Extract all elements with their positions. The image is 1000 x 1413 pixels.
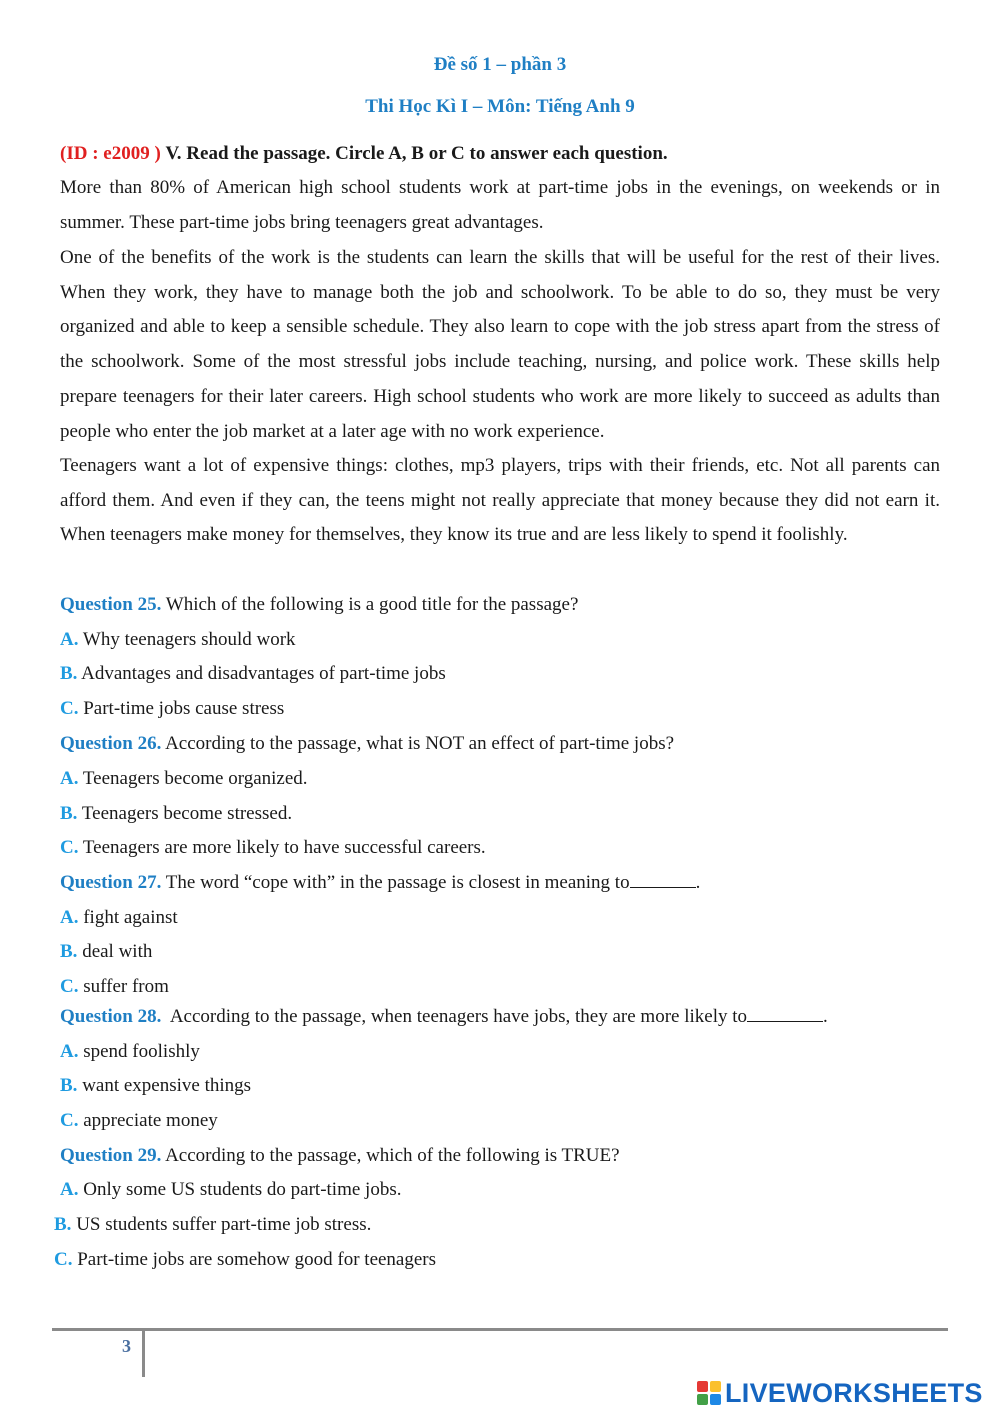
option-text: fight against: [83, 907, 178, 928]
option-letter: A.: [60, 1179, 79, 1200]
question-label: Question 27.: [60, 872, 162, 893]
option-text: Teenagers are more likely to have successful careers.: [82, 837, 486, 858]
question-text: According to the passage, what is NOT an effect of part-time jobs?: [165, 733, 675, 754]
option-29-a[interactable]: [60, 1173, 940, 1208]
option-text: Advantages and disadvantages of part-time jobs: [81, 663, 446, 684]
section-heading: [60, 137, 940, 172]
answer-blank[interactable]: [747, 1005, 823, 1022]
question-25: [60, 588, 940, 623]
question-suffix: .: [695, 872, 701, 893]
question-text: Which of the following is a good title for the passage?: [165, 594, 579, 615]
option-letter: A.: [60, 907, 79, 928]
question-text: According to the passage, when teenagers have jobs, they are more likely to: [169, 1006, 748, 1027]
footer-divider: [52, 1328, 948, 1331]
option-letter: A.: [60, 768, 79, 789]
option-text: Teenagers become stressed.: [81, 803, 293, 824]
option-28-c[interactable]: [60, 1104, 940, 1139]
page-subtitle: Thi Học Kì I – Môn: Tiếng Anh 9: [365, 96, 635, 117]
option-text: Why teenagers should work: [82, 629, 296, 650]
option-27-b[interactable]: [60, 935, 940, 970]
option-letter: C.: [60, 698, 79, 719]
liveworksheets-logo-icon: [697, 1381, 721, 1405]
option-text: want expensive things: [82, 1075, 252, 1096]
option-letter: C.: [60, 976, 79, 997]
page-title: Đề số 1 – phần 3: [433, 54, 567, 75]
question-label: Question 29.: [60, 1145, 162, 1166]
option-letter: C.: [60, 1110, 79, 1131]
option-text: US students suffer part-time job stress.: [76, 1214, 372, 1235]
question-27: [60, 866, 940, 901]
option-26-b[interactable]: [60, 797, 940, 832]
liveworksheets-brand[interactable]: [697, 1378, 983, 1408]
option-letter: A.: [60, 1041, 79, 1062]
option-29-c[interactable]: [54, 1243, 934, 1278]
option-text: suffer from: [83, 976, 169, 997]
option-28-b[interactable]: [60, 1069, 940, 1104]
question-28: [60, 1000, 940, 1035]
option-text: appreciate money: [83, 1110, 218, 1131]
question-29: [60, 1139, 940, 1174]
option-26-c[interactable]: [60, 831, 940, 866]
option-text: Part-time jobs are somehow good for teenagers: [77, 1249, 437, 1270]
option-26-a[interactable]: [60, 762, 940, 797]
instruction: V. Read the passage. Circle A, B or C to answer each question.: [165, 143, 668, 164]
question-text: The word “cope with” in the passage is closest in meaning to: [165, 872, 630, 893]
option-letter: B.: [54, 1214, 72, 1235]
option-text: deal with: [82, 941, 153, 962]
question-text: According to the passage, which of the following is TRUE?: [165, 1145, 620, 1166]
passage-paragraph-1: More than 80% of American high school students work at part-time jobs in the evenings, on weekends or in summer. These part-time jobs bring teenagers great advantages.: [60, 177, 940, 233]
question-label: Question 28.: [60, 1006, 162, 1027]
question-label: Question 25.: [60, 594, 162, 615]
option-25-c[interactable]: [60, 692, 940, 727]
option-text: Teenagers become organized.: [82, 768, 308, 789]
option-29-b[interactable]: [54, 1208, 934, 1243]
option-28-a[interactable]: [60, 1035, 940, 1070]
option-letter: C.: [60, 837, 79, 858]
page-number: 3: [122, 1336, 131, 1356]
option-letter: B.: [60, 1075, 78, 1096]
question-label: Question 26.: [60, 733, 162, 754]
option-letter: A.: [60, 629, 79, 650]
passage-paragraph-3: Teenagers want a lot of expensive things: clothes, mp3 players, trips with their friends, etc. Not all parents can afford them. And even if they can, the teens might not really appreciate that money because they did not earn it. When teenagers make money for themselves, they know its true and are less likely to spend it foolishly.: [60, 455, 940, 546]
option-letter: B.: [60, 803, 78, 824]
option-letter: B.: [60, 663, 78, 684]
passage-paragraph-2: One of the benefits of the work is the students can learn the skills that will be useful for the rest of their lives. When they work, they have to manage both the job and schoolwork. To be able to do so, they must be very organized and able to keep a sensible schedule. They also learn to cope with the job stress apart from the stress of the schoolwork. Some of the most stressful jobs include teaching, nursing, and police work. These skills help prepare teenagers for their later careers. High school students who work are more likely to succeed as adults than people who enter the job market at a later age with no work experience.: [60, 247, 940, 442]
option-27-a[interactable]: [60, 901, 940, 936]
option-25-b[interactable]: [60, 657, 940, 692]
footer-vertical-divider: [142, 1331, 145, 1377]
option-letter: B.: [60, 941, 78, 962]
question-26: [60, 727, 940, 762]
option-text: spend foolishly: [83, 1041, 200, 1062]
option-25-a[interactable]: [60, 623, 940, 658]
exercise-id: (ID : e2009 ): [60, 143, 161, 164]
option-letter: C.: [54, 1249, 73, 1270]
answer-blank[interactable]: [630, 871, 696, 888]
question-suffix: .: [823, 1006, 828, 1027]
option-text: Only some US students do part-time jobs.: [83, 1179, 402, 1200]
brand-text: LIVEWORKSHEETS: [725, 1377, 983, 1408]
option-text: Part-time jobs cause stress: [83, 698, 285, 719]
